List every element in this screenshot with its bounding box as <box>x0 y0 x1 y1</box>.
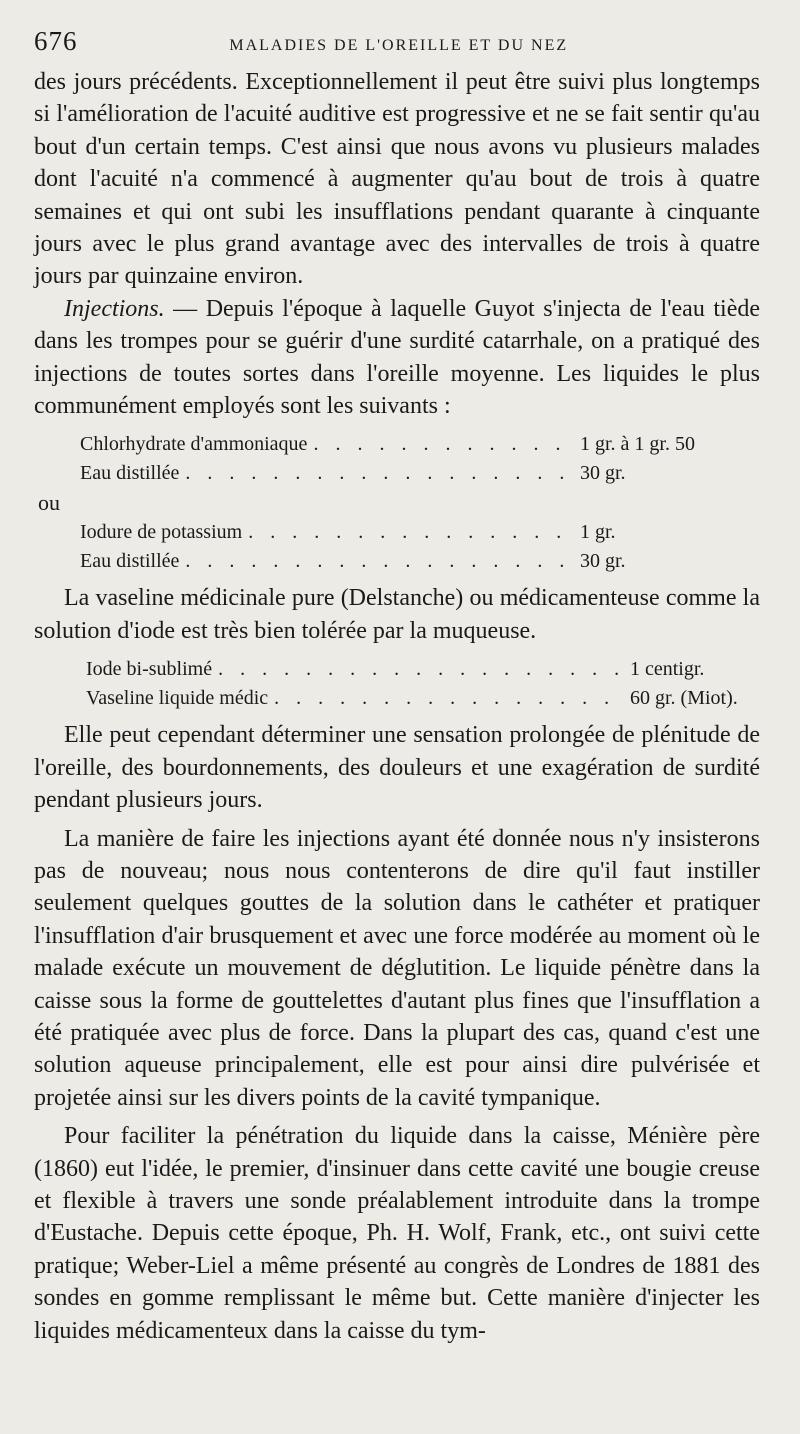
ingredient-name: Vaseline liquide médic <box>86 687 269 710</box>
page-number: 676 <box>34 26 78 56</box>
ingredient-name: Chlorhydrate d'ammoniaque <box>80 433 308 456</box>
ingredient-name: Eau distillée <box>80 462 180 485</box>
leader-dots <box>274 684 624 713</box>
recipe-line <box>34 518 760 547</box>
page-header <box>34 26 760 66</box>
ingredient-quantity: 1 centigr. <box>630 658 705 681</box>
recipe-line <box>34 430 760 459</box>
leader-dots <box>248 518 574 547</box>
paragraph-meniere: Pour faciliter la pénétration du liquide dans la caisse, Ménière père (1860) eut l'idée, le premier, d'insinuer dans cette cavité une bougie creuse et flexible à travers une sonde préalablement introduite dans la trompe d'Eustache. Depuis cette époque, Ph. H. Wolf, Frank, etc., ont suivi cette pratique; Weber-Liel a même présenté au congrès de Londres de 1881 des sondes en gomme remplissant le même but. Cette manière d'injecter les liquides médicamenteux dans la caisse du tym- <box>34 1123 760 1344</box>
recipe-line <box>34 655 760 684</box>
leader-dots <box>313 430 574 459</box>
paragraph-injections-body: — Depuis l'époque à laquelle Guyot s'injecta de l'eau tiède dans les trompes pour se guérir d'une surdité catarrhale, on a pratiqué des injections de toutes sortes dans l'oreille moyenne. Les liquides le plus communément employés sont les suivants : <box>34 295 760 420</box>
paragraph-injections <box>34 293 760 423</box>
paragraph-technique: La manière de faire les injections ayant été donnée nous n'y insisterons pas de nouveau; nous nous contenterons de dire qu'il faut instiller seulement quelques gouttes de la solution dans le cathéter et pratiquer l'insufflation d'air brusquement et avec une force modérée au moment où le malade exécute un mouvement de déglutition. Le liquide pénètre dans la caisse sous la forme de gouttelettes d'autant plus fines que l'insufflation a été pratiquée avec plus de force. Dans la plupart des cas, quand c'est une solution aqueuse principalement, elle est pour ainsi dire pulvérisée et projetée ainsi sur les divers points de la cavité tympanique. <box>34 825 760 1111</box>
ingredient-name: Iode bi-sublimé <box>86 658 213 681</box>
section-heading-injections: Injections. <box>64 295 165 322</box>
ingredient-name: Eau distillée <box>80 550 180 573</box>
leader-dots <box>185 547 574 576</box>
paragraph-vaseline: La vaseline médicinale pure (Delstanche) ou médicamenteuse comme la solution d'iode est très bien tolérée par la muqueuse. <box>34 585 760 644</box>
leader-dots <box>185 459 574 488</box>
or-label: ou <box>38 490 60 516</box>
ingredient-quantity: 1 gr. <box>580 521 616 544</box>
recipe-list-iode <box>34 655 760 713</box>
recipe-line <box>34 547 760 576</box>
recipe-line <box>34 684 760 713</box>
recipe-list <box>34 430 760 576</box>
running-title: MALADIES DE L'OREILLE ET DU NEZ <box>229 37 569 54</box>
ingredient-quantity: 30 gr. <box>580 550 626 573</box>
paragraph-1: des jours précédents. Exceptionnellement il peut être suivi plus longtemps si l'amélioration de l'acuité auditive est progressive et ne se fait sentir qu'au bout d'un certain temps. C'est ainsi que nous avons vu plusieurs malades dont l'acuité n'a commencé à augmenter qu'au bout de trois à quatre semaines et qui ont subi les insufflations pendant quarante à cinquante jours avec le plus grand avantage avec des intervalles de trois à quatre jours par quinzaine environ. <box>34 69 760 290</box>
ingredient-name: Iodure de potassium <box>80 521 243 544</box>
paragraph-plenitude: Elle peut cependant déterminer une sensation prolongée de plénitude de l'oreille, des bourdonnements, des douleurs et une exagération de surdité pendant plusieurs jours. <box>34 722 760 814</box>
ingredient-quantity: 30 gr. <box>580 462 626 485</box>
leader-dots <box>218 655 624 684</box>
ingredient-quantity: 60 gr. (Miot). <box>630 687 738 710</box>
recipe-line <box>34 459 760 488</box>
ingredient-quantity: 1 gr. à 1 gr. 50 <box>580 433 695 456</box>
